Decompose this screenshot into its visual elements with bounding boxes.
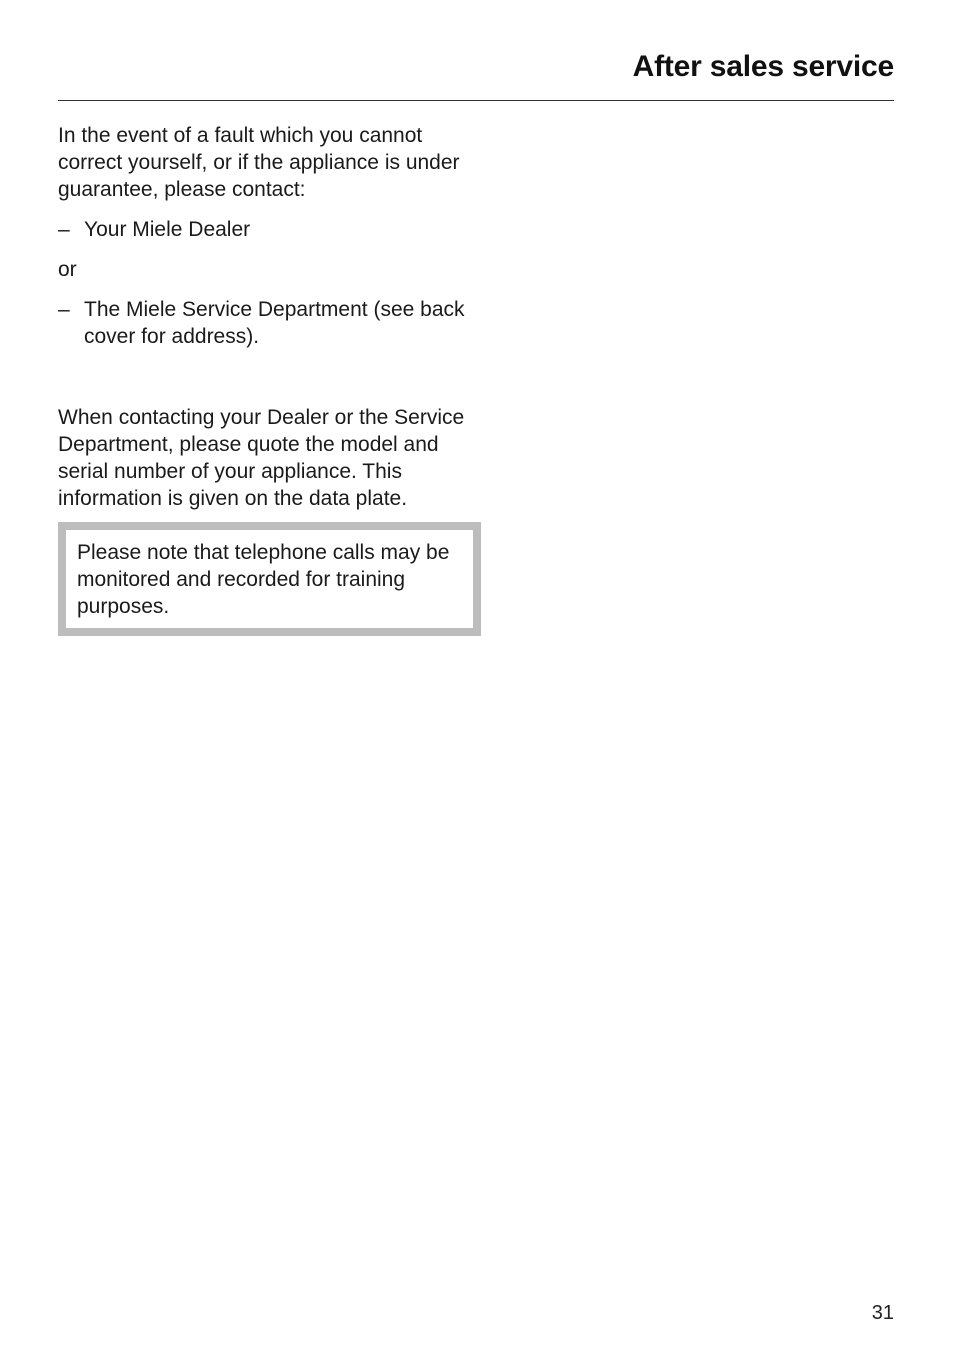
quote-info-paragraph: When contacting your Dealer or the Service Department, please quote the model and serial number of your appliance. This information is given on the data plate. (58, 406, 465, 510)
contact-item-dealer (58, 216, 468, 243)
contact-item-service-department (58, 296, 468, 350)
contact-separator: or (58, 258, 77, 281)
page-number: 31 (871, 1302, 894, 1324)
note-text: Please note that telephone calls may be monitored and recorded for training purposes. (77, 541, 450, 618)
contact-item-service-text: The Miele Service Department (see back cover for address). (84, 298, 465, 348)
contact-item-dealer-text: Your Miele Dealer (84, 218, 251, 241)
header-divider (58, 100, 894, 101)
intro-paragraph: In the event of a fault which you cannot correct yourself, or if the appliance is under guarantee, please contact: (58, 124, 460, 201)
main-content (58, 122, 468, 636)
dash-bullet: – (58, 298, 70, 321)
note-box (58, 522, 481, 636)
dash-bullet: – (58, 218, 70, 241)
page-title: After sales service (632, 50, 894, 83)
